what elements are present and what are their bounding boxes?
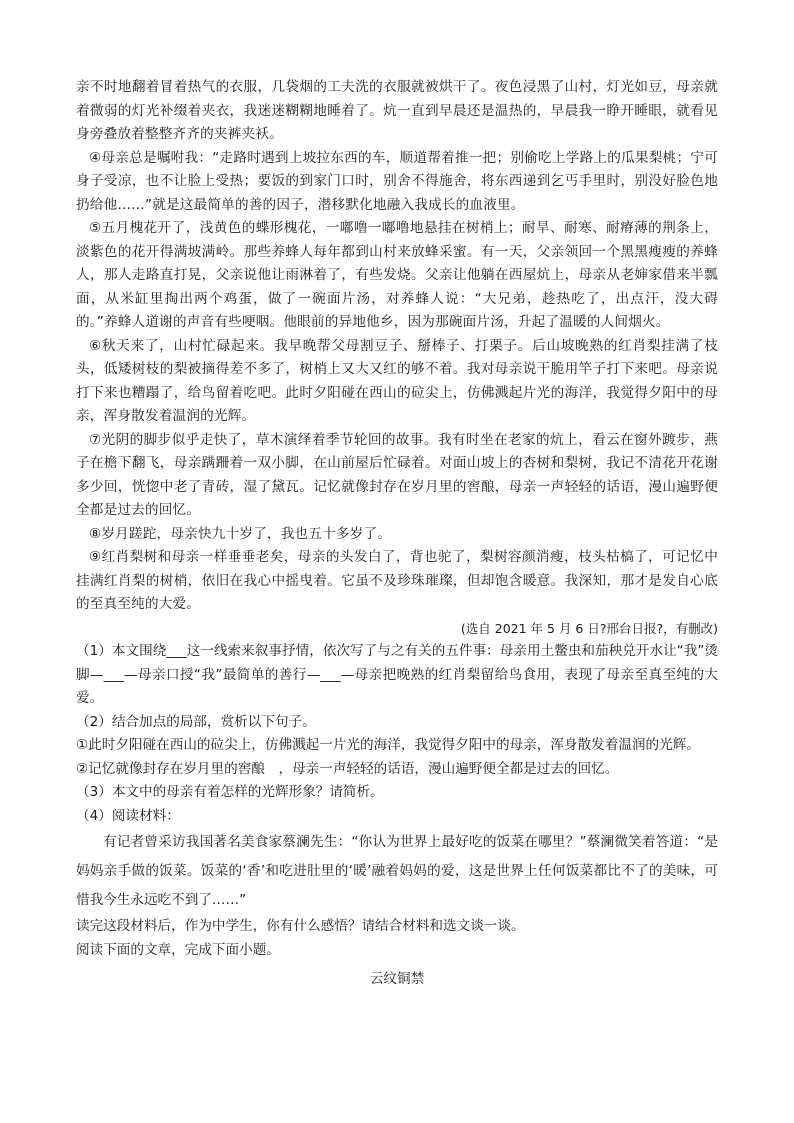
paragraph-3-end: 亲不时地翻着冒着热气的衣服，几袋烟的工夫洗的衣服就被烘干了。夜色浸黑了山村，灯光如豆，母亲就着微弱的灯光补缀着夹衣，我迷迷糊糊地睡着了。炕一直到早晨还是温热的，早晨我一睁开睡眼，就看见身旁叠放着整整齐齐的夹裤夹袄。 bbox=[76, 79, 718, 142]
paragraph-5: ⑤五月槐花开了，浅黄色的蝶形槐花，一嘟噜一嘟噜地悬挂在树梢上；耐旱、耐寒、耐瘠薄的荆条上，淡紫色的花开得满坡满岭。那些养蜂人每年都到山村来放蜂采蜜。有一天，父亲领回一个黑黑瘦瘦的养蜂人，那人走路直打晃，父亲说他让雨淋着了，有些发烧。父亲让他躺在西屋炕上，母亲从老婶家借来半瓢面，从米缸里掏出两个鸡蛋，做了一碗面片汤，对养蜂人说：“大兄弟，趁热吃了，出点汗，没大碍的。”养蜂人道谢的声音有些哽咽。他眼前的异地他乡，因为那碗面片汤，升起了温暖的人间烟火。 bbox=[76, 220, 718, 330]
question-2-sentence-a: ①此时夕阳碰在西山的砬尖上，仿佛溅起一片光的海洋，我觉得夕阳中的母亲，浑身散发着温润的光辉。 bbox=[76, 737, 700, 753]
paragraph-7: ⑦光阴的脚步似乎走快了，草木演绎着季节轮回的故事。我有时坐在老家的炕上，看云在窗外踱步，燕子在檐下翻飞，母亲蹒跚着一双小脚，在山前屋后忙碌着。对面山坡上的杏树和梨树，我记不清花开花谢多少回，恍惚中老了青砖，湿了黛瓦。记忆就像封存在岁月里的窖酿，母亲一声轻轻的话语，漫山遍野便全都是过去的回忆。 bbox=[76, 431, 718, 518]
question-1: （1）本文围绕___这一线索来叙事抒情，依次写了与之有关的五件事：母亲用土鳖虫和茄秧兑开水让“我”烫脚—___—母亲口授“我”最简单的善行—___—母亲把晚熟的红肖梨留给鸟食用，表现了母亲至真至纯的大爱。 bbox=[76, 643, 718, 706]
reading-material: 有记者曾采访我国著名美食家蔡澜先生：“你认为世界上最好吃的饭菜在哪里？”蔡澜微笑着答道：“是妈妈亲手做的饭菜。饭菜的‘香’和吃进肚里的‘暖’融着妈妈的爱，这是世界上任何饭菜都比不了的美味，可惜我今生永远吃不到了……” bbox=[76, 834, 718, 908]
question-4: （4）阅读材料： bbox=[76, 807, 180, 824]
next-article-title: 云纹铜禁 bbox=[369, 971, 425, 987]
paragraph-8: ⑧岁月蹉跎，母亲快九十岁了，我也五十多岁了。 bbox=[89, 525, 392, 542]
paragraph-4: ④母亲总是嘱咐我：“走路时遇到上坡拉东西的车，顺道帮着推一把；别偷吃上学路上的瓜果梨桃；宁可身子受凉，也不让脸上受热；要饭的到家门口时，别舍不得施舍，将东西递到乞丐手里时，别没好脸色地扔给他……”就是这最简单的善的因子，潜移默化地融入我成长的血液里。 bbox=[76, 149, 718, 213]
question-3: （3）本文中的母亲有着怎样的光辉形象？请简析。 bbox=[76, 784, 384, 800]
question-2: （2）结合加点的局部，赏析以下句子。 bbox=[76, 713, 316, 730]
question-2-sentence-b: ②记忆就像封存在岁月里的窖酿 ，母亲一声轻轻的话语，漫山遍野便全都是过去的回忆。 bbox=[76, 760, 619, 777]
paragraph-9: ⑨红肖梨树和母亲一样垂垂老矣，母亲的头发白了，背也驼了，梨树容颜消瘦，枝头枯槁了，可记忆中挂满红肖梨的树梢，依旧在我心中摇曳着。它虽不及珍珠璀璨，但却饱含暖意。我深知，那才是发自心底的至真至纯的大爱。 bbox=[76, 549, 718, 612]
next-section-instruction: 阅读下面的文章，完成下面小题。 bbox=[76, 941, 280, 958]
paragraph-6: ⑥秋天来了，山村忙碌起来。我早晚帮父母割豆子、掰棒子、打栗子。后山坡晚熟的红肖梨挂满了枝头，低矮树枝的梨被摘得差不多了，树梢上又大又红的够不着。我对母亲说干脆用竿子打下来吧。母亲说打下来也糟蹋了，给鸟留着吃吧。此时夕阳碰在西山的砬尖上，仿佛溅起片光的海洋，我觉得夕阳中的母亲，浑身散发着温润的光辉。 bbox=[76, 337, 718, 424]
question-4-prompt: 读完这段材料后，作为中学生，你有什么感悟？请结合材料和选文谈一谈。 bbox=[76, 918, 525, 934]
document-page bbox=[76, 76, 718, 1005]
source-citation: (选自 2021 年 5 月 6 日?邢台日报?，有删改) bbox=[460, 620, 718, 636]
